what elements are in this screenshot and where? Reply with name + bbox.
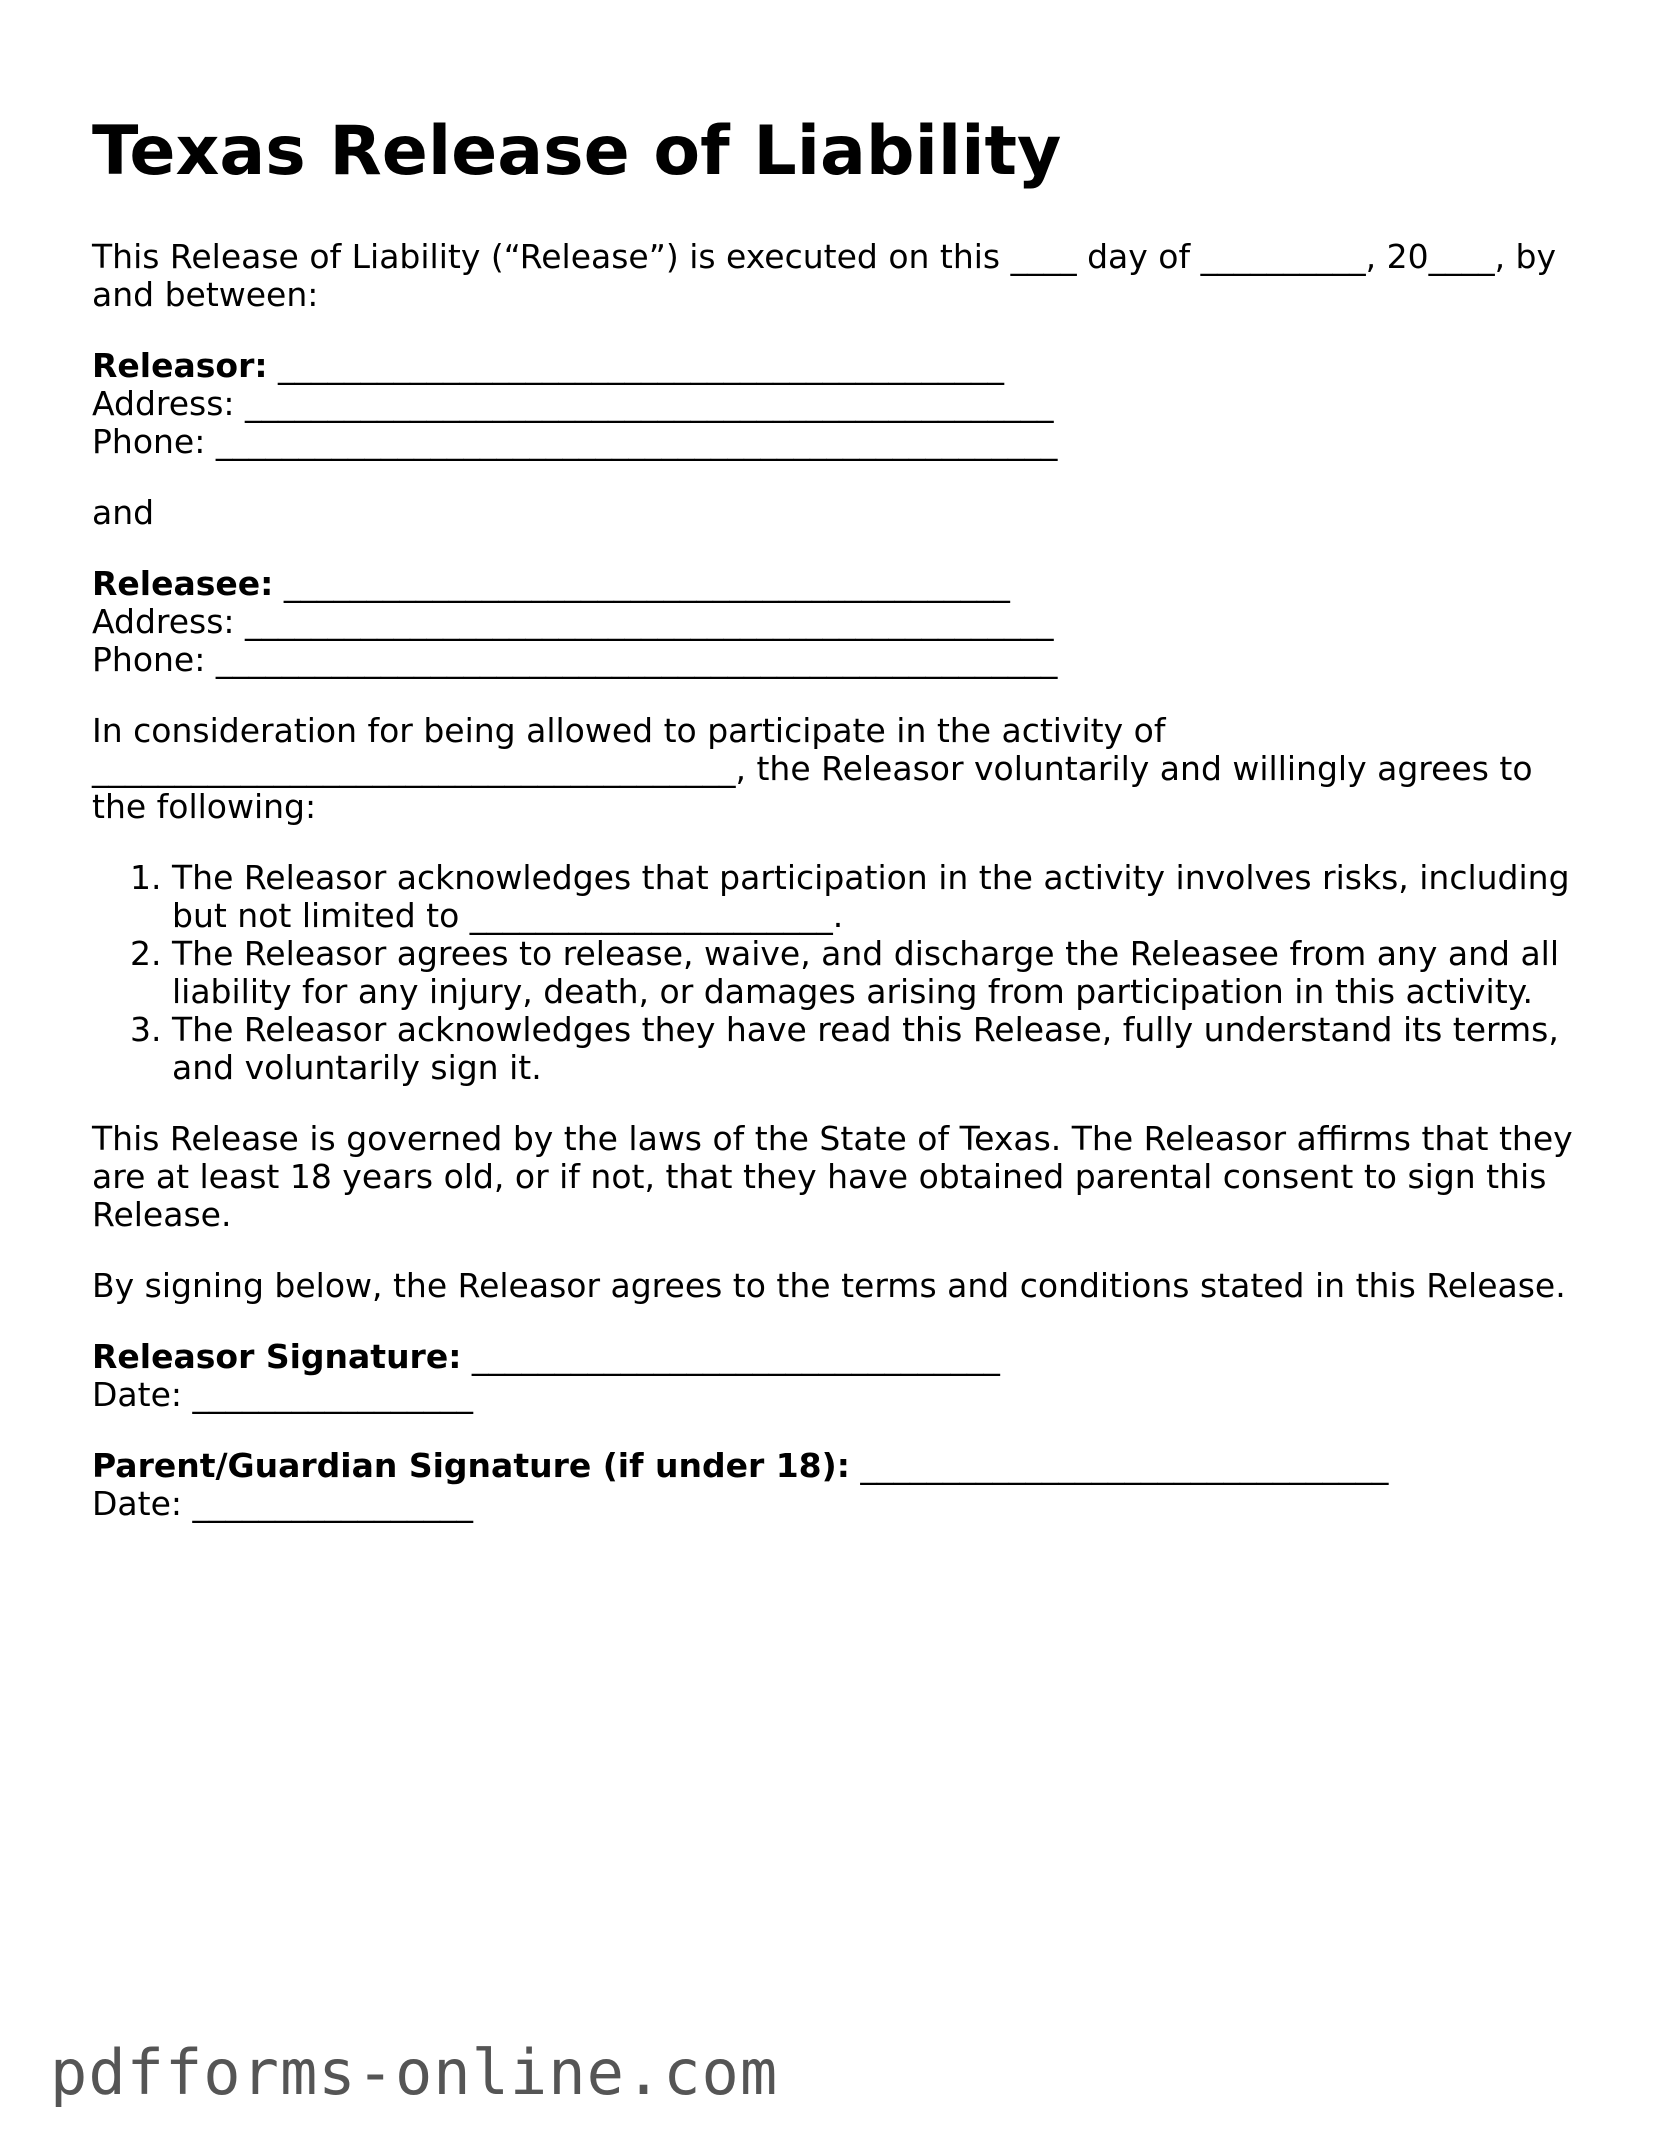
- document-title: Texas Release of Liability: [92, 112, 1062, 191]
- releasor-name-line: [92, 347, 1582, 385]
- releasor-date-field[interactable]: Date: _________________: [92, 1375, 473, 1414]
- releasor-name-blank[interactable]: ____________________________________________: [267, 346, 1005, 385]
- guardian-signature-blank[interactable]: ________________________________: [849, 1446, 1389, 1485]
- guardian-date-field[interactable]: Date: _________________: [92, 1484, 473, 1523]
- releasor-signature-line: [92, 1338, 1582, 1376]
- intro-paragraph: This Release of Liability (“Release”) is executed on this ____ day of __________, 20____, by and between:: [92, 237, 1557, 314]
- releasor-signature-section: [92, 1338, 1582, 1414]
- releasee-section: [92, 565, 1582, 679]
- and-text: and: [92, 493, 155, 532]
- list-item: 1. The Releasor acknowledges that participation in the activity involves risks, including but not limited to ______________________.: [172, 859, 1582, 935]
- terms-list: [92, 859, 1582, 1087]
- guardian-signature-label: Parent/Guardian Signature (if under 18):: [92, 1446, 850, 1485]
- releasor-label: Releasor:: [92, 346, 268, 385]
- releasee-name-blank[interactable]: ____________________________________________: [273, 564, 1010, 603]
- releasee-label: Releasee:: [92, 564, 274, 603]
- guardian-signature-line: [92, 1447, 1582, 1485]
- consideration-paragraph: In consideration for being allowed to participate in the activity of _______________________________________, the Releasor voluntarily and willingly agrees to the following:: [92, 711, 1533, 826]
- signing-paragraph: By signing below, the Releasor agrees to the terms and conditions stated in this Release.: [92, 1266, 1566, 1305]
- list-item: 3. The Releasor acknowledges they have read this Release, fully understand its terms, and voluntarily sign it.: [172, 1011, 1582, 1087]
- watermark-text: pdfforms-online.com: [50, 2036, 779, 2109]
- releasor-address-field[interactable]: Address: _________________________________________________: [92, 384, 1054, 423]
- releasee-name-line: [92, 565, 1582, 603]
- governing-law-paragraph: This Release is governed by the laws of the State of Texas. The Releasor affirms that they are at least 18 years old, or if not, that they have obtained parental consent to sign this Release.: [92, 1119, 1573, 1234]
- releasor-phone-field[interactable]: Phone: ___________________________________________________: [92, 422, 1058, 461]
- guardian-signature-section: [92, 1447, 1582, 1523]
- releasor-signature-blank[interactable]: ________________________________: [461, 1337, 1000, 1376]
- releasee-phone-field[interactable]: Phone: ___________________________________________________: [92, 640, 1058, 679]
- releasor-signature-label: Releasor Signature:: [92, 1337, 462, 1376]
- releasee-address-field[interactable]: Address: _________________________________________________: [92, 602, 1054, 641]
- releasor-section: [92, 347, 1582, 461]
- document-page: [92, 112, 1582, 1556]
- list-item: 2. The Releasor agrees to release, waive, and discharge the Releasee from any and all liability for any injury, death, or damages arising from participation in this activity.: [172, 935, 1582, 1011]
